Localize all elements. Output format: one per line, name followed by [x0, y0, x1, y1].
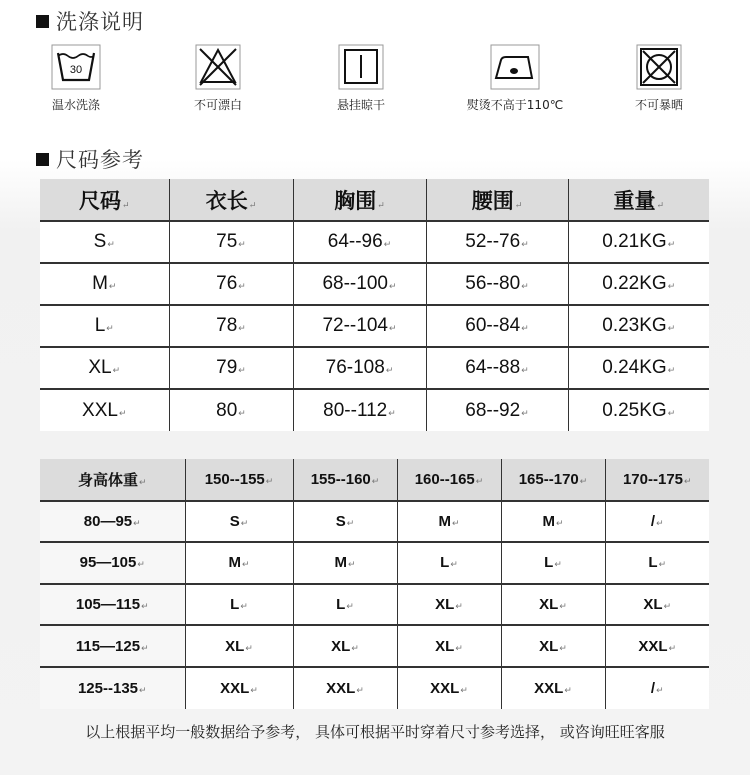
cell-text: 80 [216, 399, 238, 421]
table-cell [397, 625, 501, 667]
size-title-text: 尺码参考 [56, 148, 144, 172]
return-mark-icon: ↵ [451, 517, 460, 528]
table-cell [501, 667, 605, 709]
cell-text: 52--76 [465, 231, 521, 252]
care-item-line-dry [306, 44, 416, 113]
table-cell [568, 305, 709, 347]
table-row [40, 625, 709, 667]
wash-title-text: 洗涤说明 [56, 10, 144, 34]
cell-text: M [228, 554, 241, 572]
table-cell [40, 542, 185, 584]
care-label: 不可漂白 [193, 98, 242, 112]
column-header [40, 179, 169, 221]
table-cell [40, 389, 169, 431]
cell-text: S [93, 231, 107, 252]
table-cell [40, 584, 185, 626]
return-mark-icon: ↵ [554, 559, 562, 570]
table-cell [169, 305, 293, 347]
return-mark-icon: ↵ [371, 475, 380, 486]
column-header [605, 459, 709, 501]
column-header [293, 179, 426, 221]
return-mark-icon: ↵ [475, 475, 484, 486]
cell-text: XXL [430, 679, 460, 697]
cell-text: XL [435, 596, 455, 614]
return-mark-icon: ↵ [455, 642, 463, 653]
return-mark-icon: ↵ [388, 281, 397, 291]
column-header-text: 160--165 [414, 470, 475, 488]
column-header [169, 179, 293, 221]
table-cell [293, 347, 426, 389]
return-mark-icon: ↵ [112, 365, 121, 375]
title-bullet [36, 15, 49, 28]
table-cell [169, 347, 293, 389]
cell-text: M [542, 512, 555, 530]
table-cell [40, 501, 185, 543]
cell-text: XXL [82, 399, 118, 421]
cell-text: 64--88 [465, 357, 521, 378]
table-cell [293, 501, 397, 543]
column-header [293, 459, 397, 501]
table-row [40, 221, 709, 263]
return-mark-icon: ↵ [559, 642, 567, 653]
table-cell [605, 501, 709, 543]
line-dry-icon [338, 44, 384, 90]
no-bleach-icon [195, 44, 241, 90]
wash-30-icon [51, 44, 101, 90]
return-mark-icon: ↵ [118, 407, 127, 418]
size-table [40, 179, 709, 431]
table-cell [169, 221, 293, 263]
column-header-text: 170--175 [622, 470, 683, 488]
return-mark-icon: ↵ [450, 559, 458, 570]
column-header-text: 尺码 [78, 187, 121, 213]
return-mark-icon: ↵ [238, 407, 246, 418]
table-cell [501, 584, 605, 626]
cell-text: L [544, 554, 554, 572]
table-row [40, 263, 709, 305]
table-cell [397, 667, 501, 709]
cell-text: 95—105 [79, 554, 137, 572]
return-mark-icon: ↵ [656, 200, 665, 211]
cell-text: 64--96 [327, 231, 383, 252]
svg-text:30: 30 [69, 64, 83, 76]
table-cell [40, 347, 169, 389]
table-cell [293, 542, 397, 584]
return-mark-icon: ↵ [141, 642, 149, 653]
return-mark-icon: ↵ [240, 517, 249, 528]
cell-text: 0.21KG [602, 231, 667, 252]
care-label: 温水洗涤 [51, 98, 100, 112]
cell-text: S [229, 512, 240, 530]
return-mark-icon: ↵ [388, 323, 397, 333]
cell-text: M [334, 554, 347, 572]
cell-text: L [94, 315, 106, 336]
column-header-text: 胸围 [334, 187, 377, 213]
cell-text: 80—95 [83, 512, 133, 530]
return-mark-icon: ↵ [521, 239, 529, 249]
return-mark-icon: ↵ [250, 684, 258, 695]
table-cell [426, 263, 568, 305]
table-cell [605, 625, 709, 667]
return-mark-icon: ↵ [579, 475, 588, 486]
return-mark-icon: ↵ [141, 601, 149, 612]
cell-text: XL [539, 637, 559, 655]
return-mark-icon: ↵ [555, 517, 564, 528]
cell-text: 68--92 [465, 399, 521, 421]
cell-text: 72--104 [322, 315, 388, 336]
wash-section-title [36, 6, 144, 36]
table-cell [293, 389, 426, 431]
cell-text: XL [225, 637, 245, 655]
table-cell [397, 501, 501, 543]
return-mark-icon: ↵ [137, 559, 145, 570]
cell-text: 0.23KG [602, 315, 667, 336]
cell-text: 79 [216, 357, 238, 378]
cell-text: XL [435, 637, 455, 655]
table-row [40, 542, 709, 584]
return-mark-icon: ↵ [564, 684, 572, 695]
table-cell [40, 625, 185, 667]
cell-text: L [336, 596, 346, 614]
return-mark-icon: ↵ [139, 684, 147, 695]
care-label: 熨烫不高于110℃ [466, 98, 564, 112]
table-row [40, 584, 709, 626]
cell-text: XL [643, 596, 663, 614]
return-mark-icon: ↵ [138, 476, 147, 487]
column-header-text: 腰围 [471, 187, 514, 213]
table-cell [185, 625, 293, 667]
table-cell [185, 584, 293, 626]
return-mark-icon: ↵ [658, 559, 667, 570]
iron-icon [490, 44, 540, 90]
table-header-row [40, 459, 709, 501]
care-icons [0, 44, 750, 124]
return-mark-icon: ↵ [241, 559, 250, 570]
column-header-text: 155--160 [310, 470, 371, 488]
cell-text: 80--112 [323, 399, 388, 421]
return-mark-icon: ↵ [656, 517, 664, 528]
table-cell [568, 221, 709, 263]
table-cell [426, 221, 568, 263]
table-cell [293, 263, 426, 305]
return-mark-icon: ↵ [383, 239, 392, 249]
column-header-text: 重量 [613, 187, 656, 213]
table-header-row [40, 179, 709, 221]
cell-text: L [440, 554, 450, 572]
table-row [40, 347, 709, 389]
cell-text: L [230, 596, 240, 614]
return-mark-icon: ↵ [238, 365, 246, 375]
height-weight-table [40, 459, 709, 709]
return-mark-icon: ↵ [385, 365, 394, 375]
return-mark-icon: ↵ [521, 407, 529, 418]
table-cell [605, 667, 709, 709]
table-cell [605, 584, 709, 626]
table-cell [185, 542, 293, 584]
return-mark-icon: ↵ [121, 200, 130, 211]
return-mark-icon: ↵ [356, 684, 364, 695]
column-header-text: 165--170 [518, 470, 579, 488]
table-row [40, 305, 709, 347]
column-header [397, 459, 501, 501]
return-mark-icon: ↵ [106, 323, 114, 333]
footer-note: 以上根据平均一般数据给予参考， 具体可根据平时穿着尺寸参考选择， 或咨询旺旺客服 [85, 723, 665, 741]
return-mark-icon: ↵ [133, 517, 141, 528]
table-cell [426, 347, 568, 389]
table-cell [40, 305, 169, 347]
table-cell [40, 221, 169, 263]
care-item-iron [460, 44, 570, 113]
return-mark-icon: ↵ [667, 323, 676, 333]
return-mark-icon: ↵ [346, 601, 354, 612]
care-item-wash [21, 44, 131, 113]
return-mark-icon: ↵ [668, 642, 677, 653]
return-mark-icon: ↵ [521, 281, 529, 291]
column-header-text: 150--155 [204, 470, 265, 488]
return-mark-icon: ↵ [667, 365, 676, 375]
cell-text: L [648, 554, 658, 572]
cell-text: 76-108 [325, 357, 385, 378]
cell-text: 78 [216, 315, 238, 336]
return-mark-icon: ↵ [667, 239, 676, 249]
table-cell [169, 389, 293, 431]
return-mark-icon: ↵ [238, 239, 246, 249]
return-mark-icon: ↵ [377, 200, 385, 211]
return-mark-icon: ↵ [238, 281, 246, 291]
return-mark-icon: ↵ [663, 601, 672, 612]
care-label: 悬挂晾干 [336, 98, 385, 112]
column-header [568, 179, 709, 221]
return-mark-icon: ↵ [667, 281, 676, 291]
table-cell [397, 584, 501, 626]
return-mark-icon: ↵ [460, 684, 468, 695]
cell-text: 60--84 [465, 315, 521, 336]
table-cell [293, 667, 397, 709]
return-mark-icon: ↵ [248, 200, 257, 211]
cell-text: 0.24KG [602, 357, 667, 378]
return-mark-icon: ↵ [346, 517, 355, 528]
return-mark-icon: ↵ [656, 684, 664, 695]
return-mark-icon: ↵ [107, 239, 115, 249]
table-cell [605, 542, 709, 584]
table-row [40, 389, 709, 431]
column-header [501, 459, 605, 501]
return-mark-icon: ↵ [245, 642, 253, 653]
table-cell [293, 305, 426, 347]
cell-text: XXL [220, 679, 250, 697]
cell-text: 125--135 [77, 679, 138, 697]
care-item-no-bleach [163, 44, 273, 113]
table-cell [40, 667, 185, 709]
table-cell [293, 221, 426, 263]
cell-text: S [335, 512, 346, 530]
table-cell [185, 501, 293, 543]
return-mark-icon: ↵ [351, 642, 359, 653]
return-mark-icon: ↵ [347, 559, 356, 570]
column-header-text: 身高体重 [77, 471, 138, 489]
column-header [40, 459, 185, 501]
cell-text: 105—115 [75, 596, 141, 614]
cell-text: XL [539, 596, 559, 614]
column-header [426, 179, 568, 221]
table-cell [40, 263, 169, 305]
size-section-title [36, 144, 144, 174]
cell-text: XL [88, 357, 112, 378]
return-mark-icon: ↵ [521, 365, 529, 375]
title-bullet [36, 153, 49, 166]
cell-text: / [650, 679, 656, 697]
table-cell [293, 584, 397, 626]
table-cell [501, 542, 605, 584]
cell-text: XXL [638, 637, 668, 655]
table-cell [185, 667, 293, 709]
cell-text: 68--100 [322, 273, 388, 294]
table-cell [568, 389, 709, 431]
cell-text: XXL [534, 679, 564, 697]
table-cell [293, 625, 397, 667]
no-tumble-dry-icon [636, 44, 682, 90]
care-label: 不可暴晒 [634, 98, 683, 112]
return-mark-icon: ↵ [240, 601, 248, 612]
return-mark-icon: ↵ [667, 407, 676, 418]
table-cell [397, 542, 501, 584]
table-cell [568, 263, 709, 305]
cell-text: 115—125 [75, 637, 141, 655]
cell-text: 56--80 [465, 273, 521, 294]
cell-text: 0.25KG [602, 399, 667, 421]
table-cell [568, 347, 709, 389]
table-cell [426, 305, 568, 347]
table-row [40, 667, 709, 709]
table-row [40, 501, 709, 543]
care-item-no-tumble-dry [604, 44, 714, 113]
table-cell [169, 263, 293, 305]
table-cell [501, 501, 605, 543]
table-cell [426, 389, 568, 431]
return-mark-icon: ↵ [265, 475, 274, 486]
return-mark-icon: ↵ [514, 200, 523, 211]
table-cell [501, 625, 605, 667]
column-header-text: 衣长 [205, 187, 248, 213]
cell-text: / [650, 512, 656, 530]
return-mark-icon: ↵ [108, 281, 117, 291]
cell-text: 0.22KG [602, 273, 667, 294]
cell-text: 76 [216, 273, 238, 294]
cell-text: XL [331, 637, 351, 655]
cell-text: M [438, 512, 451, 530]
column-header [185, 459, 293, 501]
cell-text: XXL [326, 679, 356, 697]
return-mark-icon: ↵ [521, 323, 529, 333]
return-mark-icon: ↵ [455, 601, 463, 612]
cell-text: M [92, 273, 108, 294]
return-mark-icon: ↵ [559, 601, 567, 612]
return-mark-icon: ↵ [388, 407, 396, 418]
return-mark-icon: ↵ [684, 475, 692, 486]
return-mark-icon: ↵ [238, 323, 246, 333]
cell-text: 75 [216, 231, 238, 252]
